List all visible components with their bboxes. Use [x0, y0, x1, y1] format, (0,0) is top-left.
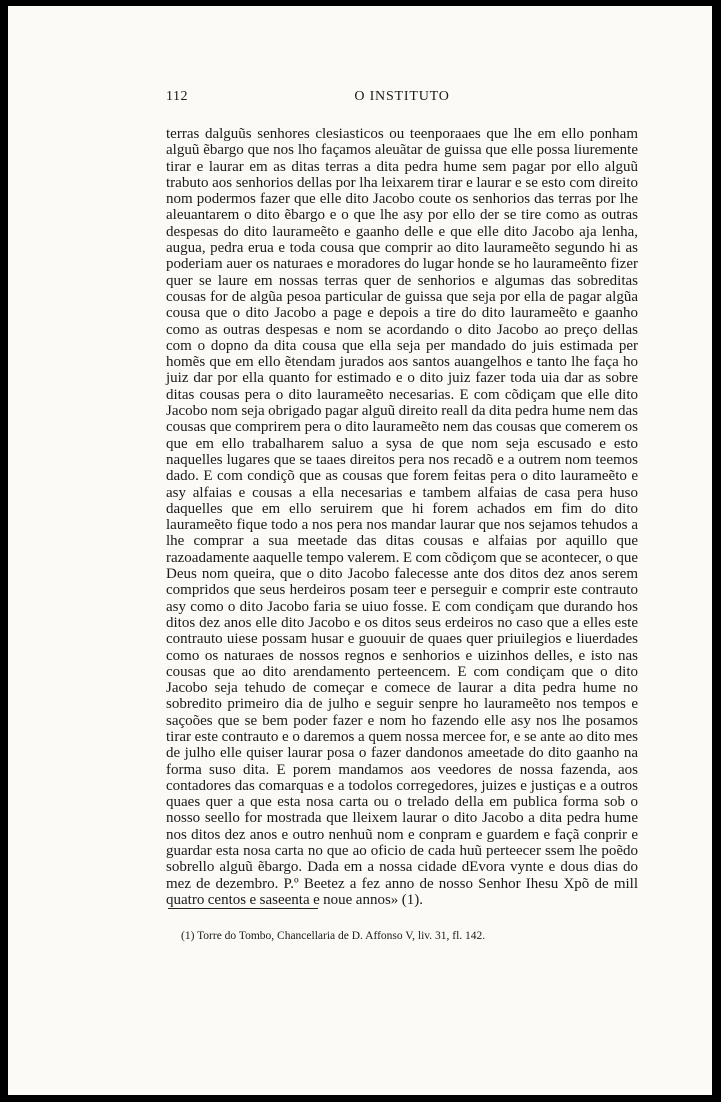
body-paragraph: terras dalguũs senhores clesiasticos ou teenporaaes que lhe em ello ponham alguũ ẽbargo que nos lho façamos aleuãtar de guissa que elle possa liuremente tirar e laurar em as ditas terras a dita pedra hume sem pagar por ello alguũ trabuto aos senhorios dellas por lha leixarem tirar e laurar e se esto com direito nom podermos fazer que elle dito Jacobo coute os senhorios das terras por lhe aleuantarem o dito ẽbargo e o que lhe asy por ello der se tire como as outras despesas do dito laurameẽto e gaanho delle e que elle dito Jacobo aja lenha, augua, pedra erua e toda cousa que comprir ao dito laurameẽto segundo hi as poderiam auer os naturaes e moradores do lugar honde se ho laurameẽnto fizer quer se laure em nossas terras quer de senhorios e algumas das sobreditas cousas for de algũa pesoa particular de guissa que seja por ella de pagar algũa cousa que o dito Jacobo a page e depois a tire do dito laurameẽto e gaanho como as outras despesas e nom se acordando o dito Jacobo ao preço dellas com o dopno da dita cousa que ella seja per mandado do juis estimada per homẽs que em ello ẽtendam jurados aos santos auangelhos e tanto lhe faça ho juiz dar por ella quanto for estimado e o dito juiz fazer toda uia dar as sobre ditas cousas pera o dito laurameẽto necesarias. E com cõdiçam que elle dito Jacobo nom seja obrigado pagar alguũ direito reall da dita pedra hume nem das cousas que comprirem pera o dito laurameẽto nem das cousas que comerem os que em ello trabalharem saluo a sysa de que nom seja escusado e esto naquelles lugares que se taaes direitos pera nos recadõ e a outrem nom teemos dado. E com condiçõ que as cousas que forem feitas pera o dito laurameẽto e asy alfaias e cousas a ella necesarias e tambem alfaias de casa pera huso daquelles que em ello seruirem que hi forem achados em fim do dito laurameẽto fique todo a nos pera nos mandar laurar que nos sejamos tehudos a lhe comprar a sua meetade das ditas cousas e alfaias por aquillo que razoadamente aaquelle tempo valerem. E com cõdiçom que se acontecer, o que Deus nom queira, que o dito Jacobo falecesse ante dos ditos dez anos serem compridos que seus herdeiros posam teer e perseguir e comprir este contrauto asy como o dito Jacobo faria se uiuo fosse. E com condiçam que durando hos ditos dez anos elle dito Jacobo e os ditos seus erdeiros no caso que a elles este contrauto uiese possam husar e guouuir de quaes quer priuilegios e liuerdades como os naturaes de nossos regnos e senhorios e uizinhos delles, e isto nas cousas que ao dito arendamento perteencem. E com condiçam que o dito Jacobo seja tehudo de começar e comece de laurar a dita pedra hume no sobredito primeiro dia de julho e seguir senpre ho laurameẽto nos tempos e saçoões que se bem poder fazer e nom ho fazendo elle asy nos lhe posamos tirar este contrauto e o daremos a quem nossa mercee for, e se ante ao dito mes de julho elle quiser laurar posa o fazer dandonos ameetade do dito gaanho na forma suso dita. E porem mandamos aos veedores de nossa fazenda, aos contadores das comarquas e a todolos corregedores, juizes e justiças e a outros quaes quer a que esta nosa carta ou o trelado della em publica forma sob o nosso seello for mostrada que lleixem laurar o dito Jacobo a dita pedra hume nos ditos dez anos e outro nenhuũ nom e conpram e guardem e façã conprir e guardar esta nosa carta no que ao oficio de cada huũ perteecer ssem lhe poẽdo sobrello alguũ ẽbargo. Dada em a nossa cidade dEvora vynte e dous dias do mez de dezembro. P.º Beetez a fez anno de nosso Senhor Ihesu Xpõ de mill quatro centos e saseenta e noue annos» (1). — [166, 126, 638, 908]
document-page — [8, 6, 712, 1095]
running-title: O INSTITUTO — [354, 89, 450, 104]
footnote: (1) Torre do Tombo, Chancellaria de D. Affonso V, liv. 31, fl. 142. — [181, 930, 486, 942]
page-number: 112 — [166, 89, 188, 104]
page-header — [166, 89, 638, 109]
footnote-separator — [168, 908, 318, 909]
